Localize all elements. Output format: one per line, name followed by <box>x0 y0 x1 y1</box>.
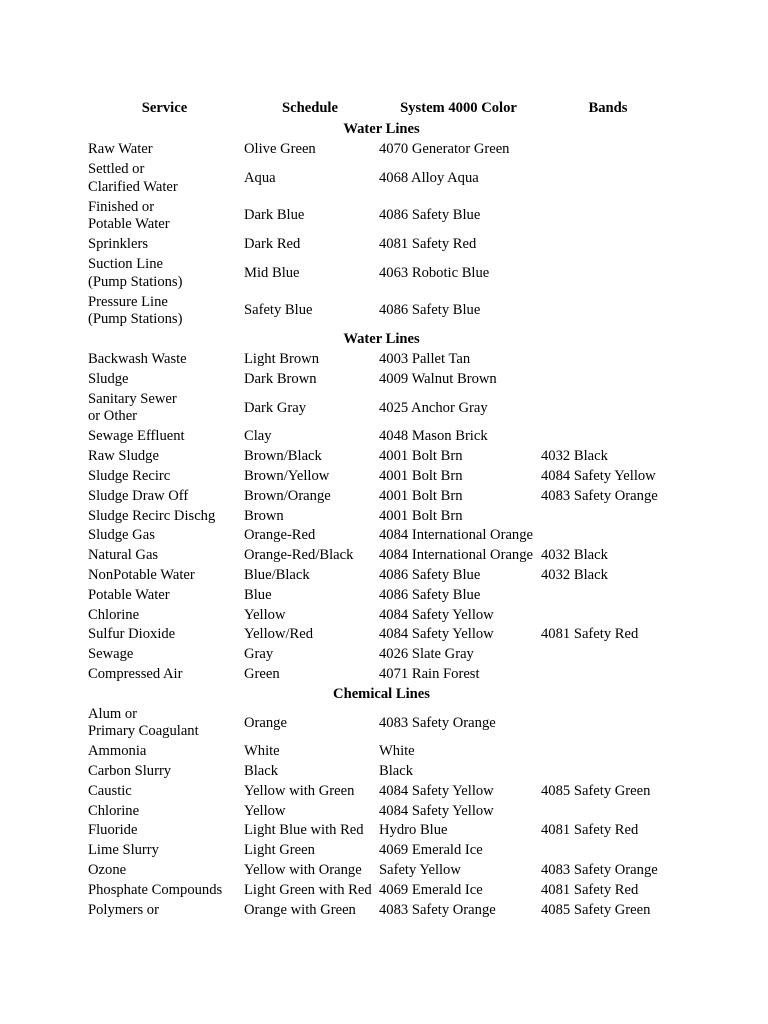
service-line: Fluoride <box>88 822 138 839</box>
service-line: Clarified Water <box>88 178 178 195</box>
service-cell <box>85 881 241 901</box>
table-row <box>85 427 675 447</box>
bands-cell: 4032 Black <box>541 566 608 583</box>
header-row <box>85 98 675 120</box>
service-cell <box>85 370 241 390</box>
service-cell <box>85 566 241 586</box>
service-line: Sanitary Sewer <box>88 390 177 407</box>
schedule-cell: Orange with Green <box>244 901 356 918</box>
service-line: Sludge Gas <box>88 527 155 544</box>
bands-cell: 4083 Safety Orange <box>541 862 658 879</box>
service-cell <box>85 645 241 665</box>
service-cell <box>85 160 241 198</box>
system-color-cell: 4084 Safety Yellow <box>379 626 494 643</box>
service-line: Chlorine <box>88 606 140 623</box>
system-color-cell: 4001 Bolt Brn <box>379 507 463 524</box>
service-line: Sludge Draw Off <box>88 487 189 504</box>
service-line: Sludge Recirc <box>88 467 171 484</box>
service-cell <box>85 841 241 861</box>
table-row <box>85 506 675 526</box>
bands-cell <box>538 197 675 235</box>
bands-cell <box>538 605 675 625</box>
bands-cell: 4084 Safety Yellow <box>541 467 656 484</box>
service-line: NonPotable Water <box>88 566 195 583</box>
service-line: Potable Water <box>88 216 170 233</box>
table-row <box>85 802 675 822</box>
section-title: Chemical Lines <box>333 685 430 702</box>
service-line: Phosphate Compounds <box>88 881 223 898</box>
bands-cell <box>538 526 675 546</box>
bands-cell <box>538 802 675 822</box>
table-row <box>85 526 675 546</box>
system-color-cell: 4084 Safety Yellow <box>379 802 494 819</box>
schedule-cell: Safety Blue <box>244 302 313 319</box>
system-color-cell: 4071 Rain Forest <box>379 665 480 682</box>
bands-cell <box>538 390 675 428</box>
system-color-cell: 4084 International Orange <box>379 547 533 564</box>
service-line: (Pump Stations) <box>88 273 183 290</box>
system-color-cell: 4083 Safety Orange <box>379 901 496 918</box>
table-row <box>85 881 675 901</box>
service-line: Ammonia <box>88 743 147 760</box>
section-header-row <box>85 330 675 350</box>
service-cell <box>85 742 241 762</box>
service-line: Polymers or <box>88 901 159 918</box>
service-line: Sludge <box>88 370 129 387</box>
bands-cell <box>538 292 675 330</box>
system-color-cell: 4063 Robotic Blue <box>379 264 490 281</box>
service-cell <box>85 762 241 782</box>
bands-cell: 4085 Safety Green <box>541 782 651 799</box>
service-cell <box>85 292 241 330</box>
schedule-cell: Dark Brown <box>244 370 317 387</box>
table-row <box>85 370 675 390</box>
schedule-cell: Light Green <box>244 842 315 859</box>
schedule-cell: Olive Green <box>244 141 316 158</box>
schedule-cell: Yellow <box>244 802 286 819</box>
system-color-cell: 4084 Safety Yellow <box>379 606 494 623</box>
service-line: Suction Line <box>88 256 163 273</box>
service-line: Lime Slurry <box>88 842 159 859</box>
service-line: (Pump Stations) <box>88 311 183 328</box>
table-row <box>85 665 675 685</box>
bands-cell <box>538 427 675 447</box>
header-schedule: Schedule <box>282 100 338 117</box>
table-row <box>85 390 675 428</box>
service-cell <box>85 350 241 370</box>
service-line: Finished or <box>88 198 155 215</box>
schedule-cell: Gray <box>244 646 274 663</box>
header-system-color: System 4000 Color <box>400 100 517 117</box>
service-line: Sulfur Dioxide <box>88 626 176 643</box>
schedule-cell: Dark Gray <box>244 399 306 416</box>
schedule-cell: Clay <box>244 428 272 445</box>
bands-cell <box>538 742 675 762</box>
table-row <box>85 586 675 606</box>
schedule-cell: Light Blue with Red <box>244 822 364 839</box>
section-header-row <box>85 120 675 140</box>
service-line: Sludge Recirc Dischg <box>88 507 216 524</box>
system-color-cell: 4086 Safety Blue <box>379 586 481 603</box>
bands-cell <box>538 370 675 390</box>
bands-cell: 4032 Black <box>541 448 608 465</box>
schedule-cell: Brown/Yellow <box>244 467 330 484</box>
service-line: Raw Water <box>88 141 153 158</box>
table-row <box>85 841 675 861</box>
bands-cell: 4081 Safety Red <box>541 881 639 898</box>
service-cell <box>85 447 241 467</box>
service-line: Backwash Waste <box>88 351 187 368</box>
schedule-cell: Green <box>244 665 280 682</box>
system-color-cell: 4084 Safety Yellow <box>379 782 494 799</box>
bands-cell: 4032 Black <box>541 547 608 564</box>
table-row <box>85 762 675 782</box>
schedule-cell: Brown <box>244 507 284 524</box>
service-cell <box>85 665 241 685</box>
table-row <box>85 292 675 330</box>
schedule-cell: Aqua <box>244 169 276 186</box>
service-line: Sewage Effluent <box>88 428 185 445</box>
system-color-cell: 4003 Pallet Tan <box>379 351 471 368</box>
service-line: Primary Coagulant <box>88 723 199 740</box>
bands-cell: 4081 Safety Red <box>541 822 639 839</box>
service-cell <box>85 821 241 841</box>
schedule-cell: Yellow with Orange <box>244 862 362 879</box>
schedule-cell: Yellow/Red <box>244 626 314 643</box>
service-cell <box>85 235 241 255</box>
schedule-cell: Dark Red <box>244 236 301 253</box>
schedule-cell: Orange-Red/Black <box>244 547 354 564</box>
service-line: Sewage <box>88 646 134 663</box>
service-line: Raw Sludge <box>88 448 159 465</box>
bands-cell <box>538 762 675 782</box>
system-color-cell: 4070 Generator Green <box>379 141 510 158</box>
service-cell <box>85 427 241 447</box>
section-header-row <box>85 685 675 705</box>
service-line: or Other <box>88 408 138 425</box>
service-cell <box>85 900 241 920</box>
service-line: Alum or <box>88 705 138 722</box>
system-color-cell: White <box>379 743 415 760</box>
service-cell <box>85 255 241 293</box>
table-row <box>85 546 675 566</box>
system-color-cell: 4048 Mason Brick <box>379 428 488 445</box>
schedule-cell: Dark Blue <box>244 207 305 224</box>
service-line: Potable Water <box>88 586 170 603</box>
bands-cell <box>538 841 675 861</box>
system-color-cell: Hydro Blue <box>379 822 448 839</box>
system-color-cell: 4001 Bolt Brn <box>379 487 463 504</box>
system-color-cell: 4083 Safety Orange <box>379 714 496 731</box>
service-cell <box>85 487 241 507</box>
header-service: Service <box>141 100 188 117</box>
table-row <box>85 861 675 881</box>
table-row <box>85 447 675 467</box>
bands-cell: 4081 Safety Red <box>541 626 639 643</box>
schedule-cell: Mid Blue <box>244 264 300 281</box>
system-color-cell: 4084 International Orange <box>379 527 533 544</box>
table-row <box>85 255 675 293</box>
service-cell <box>85 605 241 625</box>
table-row <box>85 900 675 920</box>
system-color-cell: 4025 Anchor Gray <box>379 399 488 416</box>
service-line: Carbon Slurry <box>88 763 172 780</box>
service-cell <box>85 625 241 645</box>
table-row <box>85 197 675 235</box>
table-row <box>85 742 675 762</box>
system-color-cell: Safety Yellow <box>379 862 461 879</box>
service-line: Chlorine <box>88 802 140 819</box>
service-cell <box>85 506 241 526</box>
schedule-cell: Blue <box>244 586 272 603</box>
service-cell <box>85 467 241 487</box>
table-row <box>85 625 675 645</box>
bands-cell <box>538 235 675 255</box>
schedule-cell: White <box>244 743 280 760</box>
table-row <box>85 566 675 586</box>
section-title: Water Lines <box>343 331 420 348</box>
service-cell <box>85 782 241 802</box>
table-row <box>85 487 675 507</box>
service-line: Settled or <box>88 161 145 178</box>
bands-cell <box>538 586 675 606</box>
service-cell <box>85 526 241 546</box>
table-row <box>85 782 675 802</box>
service-cell <box>85 586 241 606</box>
table-row <box>85 705 675 743</box>
bands-cell: 4085 Safety Green <box>541 901 651 918</box>
system-color-cell: 4001 Bolt Brn <box>379 448 463 465</box>
system-color-cell: 4086 Safety Blue <box>379 207 481 224</box>
system-color-cell: 4009 Walnut Brown <box>379 370 497 387</box>
schedule-cell: Light Brown <box>244 351 319 368</box>
bands-cell <box>538 140 675 160</box>
bands-cell <box>538 255 675 293</box>
service-cell <box>85 197 241 235</box>
bands-cell <box>538 350 675 370</box>
service-cell <box>85 861 241 881</box>
table-row <box>85 235 675 255</box>
schedule-cell: Brown/Black <box>244 448 322 465</box>
section-title: Water Lines <box>343 121 420 138</box>
table-row <box>85 140 675 160</box>
bands-cell <box>538 160 675 198</box>
table-row <box>85 350 675 370</box>
service-cell <box>85 390 241 428</box>
schedule-cell: Orange-Red <box>244 527 316 544</box>
service-line: Caustic <box>88 782 132 799</box>
header-bands: Bands <box>588 100 628 117</box>
table-row <box>85 160 675 198</box>
system-color-cell: 4001 Bolt Brn <box>379 467 463 484</box>
service-line: Pressure Line <box>88 293 168 310</box>
service-line: Natural Gas <box>88 547 159 564</box>
service-cell <box>85 140 241 160</box>
bands-cell: 4083 Safety Orange <box>541 487 658 504</box>
system-color-cell: 4086 Safety Blue <box>379 302 481 319</box>
service-line: Ozone <box>88 862 127 879</box>
service-line: Compressed Air <box>88 665 183 682</box>
table-row <box>85 467 675 487</box>
service-cell <box>85 546 241 566</box>
table-body <box>85 120 675 920</box>
table-row <box>85 821 675 841</box>
system-color-cell: 4026 Slate Gray <box>379 646 474 663</box>
bands-cell <box>538 665 675 685</box>
service-cell <box>85 802 241 822</box>
system-color-cell: Black <box>379 763 414 780</box>
system-color-cell: 4069 Emerald Ice <box>379 881 483 898</box>
service-line: Sprinklers <box>88 236 148 253</box>
schedule-cell: Yellow <box>244 606 286 623</box>
table-row <box>85 605 675 625</box>
system-color-cell: 4068 Alloy Aqua <box>379 169 479 186</box>
schedule-cell: Orange <box>244 714 287 731</box>
service-cell <box>85 705 241 743</box>
bands-cell <box>538 506 675 526</box>
schedule-cell: Brown/Orange <box>244 487 331 504</box>
bands-cell <box>538 645 675 665</box>
schedule-cell: Yellow with Green <box>244 782 355 799</box>
schedule-cell: Light Green with Red <box>244 881 372 898</box>
schedule-cell: Black <box>244 763 279 780</box>
system-color-cell: 4081 Safety Red <box>379 236 477 253</box>
system-color-cell: 4086 Safety Blue <box>379 566 481 583</box>
bands-cell <box>538 705 675 743</box>
table-row <box>85 645 675 665</box>
schedule-cell: Blue/Black <box>244 566 310 583</box>
pipe-color-table <box>85 98 675 920</box>
system-color-cell: 4069 Emerald Ice <box>379 842 483 859</box>
